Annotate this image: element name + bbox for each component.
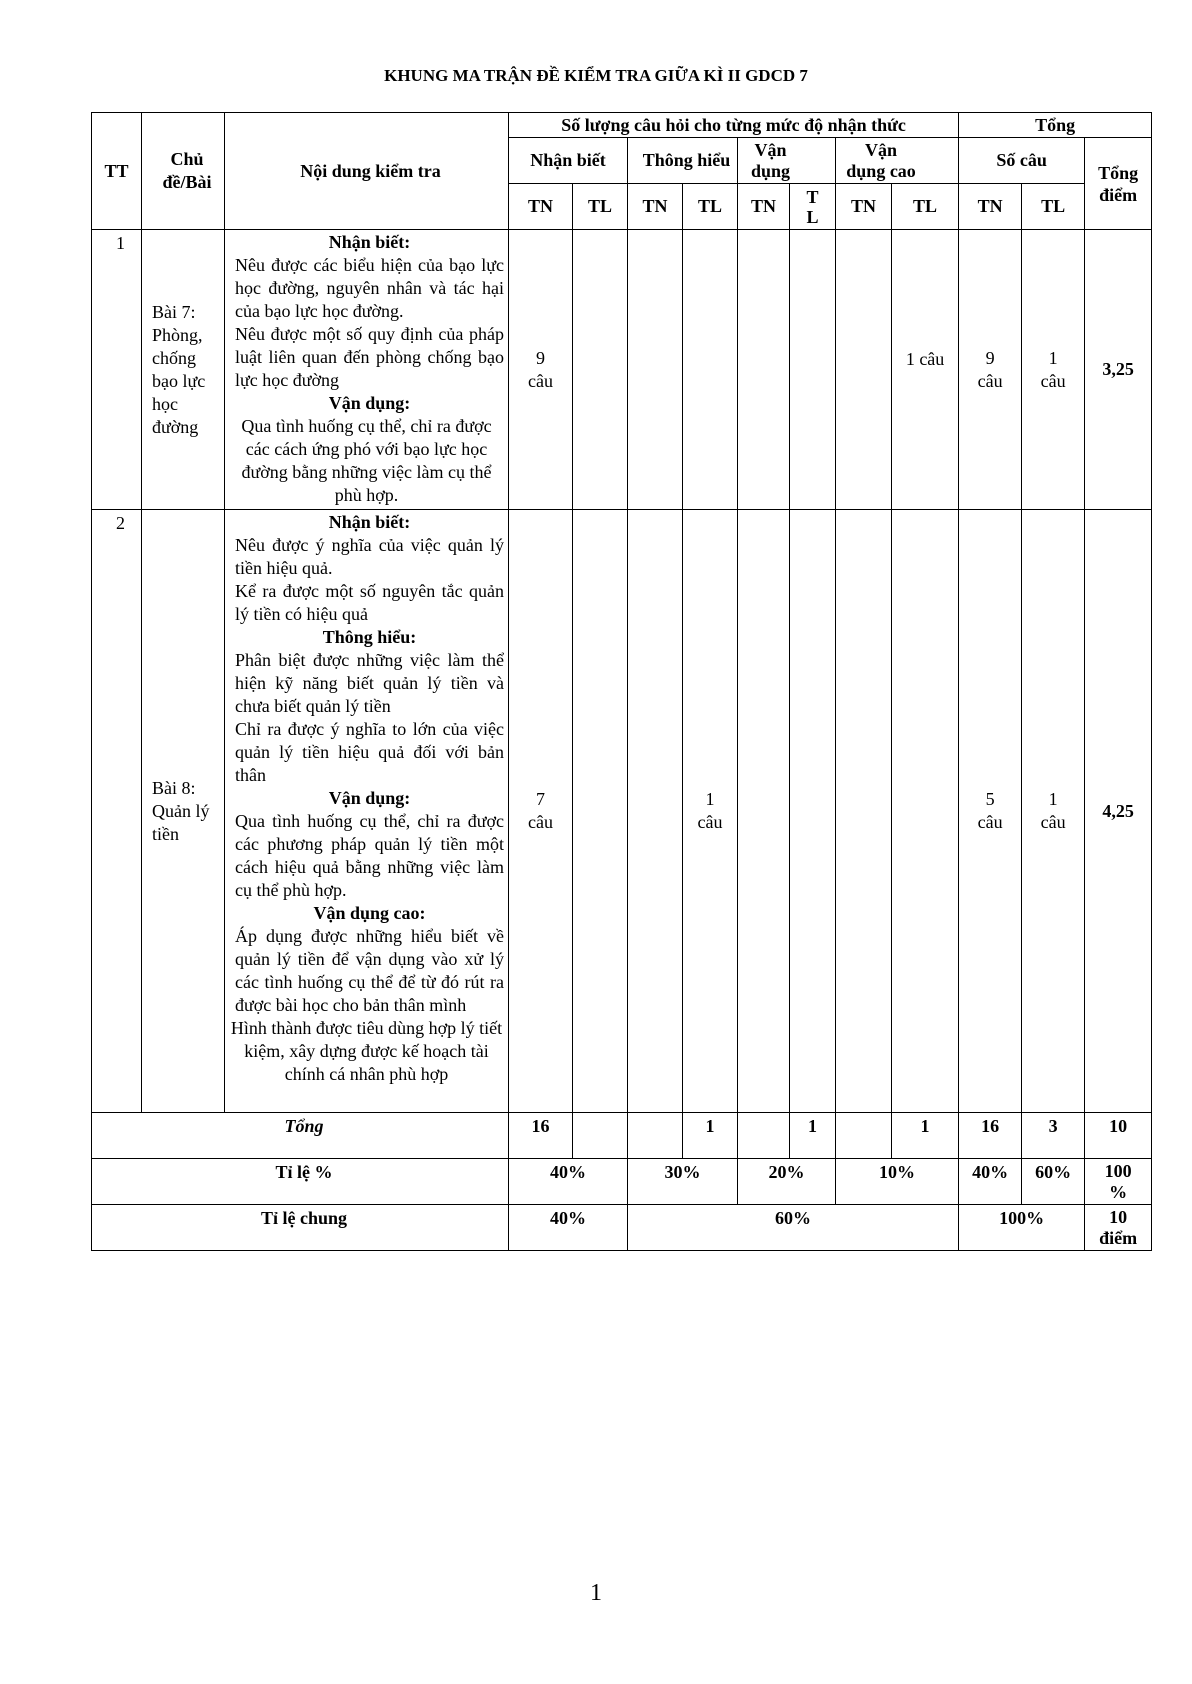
cell-th-tl xyxy=(683,230,738,510)
ratio-row xyxy=(92,1159,1152,1205)
total-vdc-tl: 1 xyxy=(892,1113,959,1159)
content-text: Nêu được ý nghĩa của việc quản lý tiền hiệu quả. xyxy=(235,535,504,578)
ratio-sum-tn: 40% xyxy=(959,1159,1022,1205)
content-heading: Vận dụng cao: xyxy=(313,903,426,923)
cell-sum-tn: 5 câu xyxy=(959,510,1022,1113)
cell-score: 3,25 xyxy=(1085,230,1152,510)
header-thong-hieu: Thông hiểu xyxy=(628,138,738,184)
header-van-dung-cao: Vận dụng cao xyxy=(836,138,959,184)
cell-vdc-tn xyxy=(836,230,892,510)
cell-vd-tl xyxy=(790,230,836,510)
cell-vd-tn xyxy=(738,510,790,1113)
ratio-th: 30% xyxy=(628,1159,738,1205)
content-text: Chỉ ra được ý nghĩa to lớn của việc quản lý tiền hiệu quả đối với bản thân xyxy=(235,719,504,785)
header-tt: TT xyxy=(92,113,142,230)
cell-nb-tn: 9 câu xyxy=(509,230,573,510)
total-label: Tổng xyxy=(92,1113,509,1159)
general-sum: 100% xyxy=(959,1205,1085,1251)
ratio-sum-tl: 60% xyxy=(1022,1159,1085,1205)
row-tt: 1 xyxy=(92,230,142,510)
row-tt: 2 xyxy=(92,510,142,1113)
header-vdc-tn: TN xyxy=(836,184,892,230)
cell-sum-tl: 1 câu xyxy=(1022,230,1085,510)
cell-nb-tl xyxy=(573,510,628,1113)
content-text: Hình thành được tiêu dùng hợp lý tiết kiệm, xây dựng được kế hoạch tài chính cá nhân phù hợp xyxy=(230,1018,503,1084)
content-heading: Vận dụng: xyxy=(328,788,411,808)
cell-vdc-tn xyxy=(836,510,892,1113)
header-total-group: Tổng xyxy=(959,113,1152,138)
ratio-nb: 40% xyxy=(509,1159,628,1205)
total-nb-tn: 16 xyxy=(509,1113,573,1159)
cell-nb-tn: 7 câu xyxy=(509,510,573,1113)
total-vd-tn xyxy=(738,1113,790,1159)
cell-nb-tl xyxy=(573,230,628,510)
row-content xyxy=(225,510,509,1113)
header-th-tn: TN xyxy=(628,184,683,230)
cell-vd-tl xyxy=(790,510,836,1113)
table-row xyxy=(92,230,1152,510)
header-levels-group: Số lượng câu hỏi cho từng mức độ nhận thức xyxy=(509,113,959,138)
cell-th-tn xyxy=(628,510,683,1113)
total-vd-tl: 1 xyxy=(790,1113,836,1159)
content-heading: Nhận biết: xyxy=(328,232,411,252)
total-th-tn xyxy=(628,1113,683,1159)
total-sum-tn: 16 xyxy=(959,1113,1022,1159)
cell-th-tn xyxy=(628,230,683,510)
row-topic: Bài 7: Phòng, chống bạo lực học đường xyxy=(142,230,225,510)
header-th-tl: TL xyxy=(683,184,738,230)
total-nb-tl xyxy=(573,1113,628,1159)
header-content: Nội dung kiểm tra xyxy=(225,113,509,230)
cell-score: 4,25 xyxy=(1085,510,1152,1113)
header-vd-tn: TN xyxy=(738,184,790,230)
content-heading: Vận dụng: xyxy=(328,393,411,413)
total-sum-tl: 3 xyxy=(1022,1113,1085,1159)
content-text: Áp dụng được những hiểu biết về quản lý tiền để vận dụng vào xử lý các tình huống cụ thể để từ đó rút ra được bài học cho bản thân mình xyxy=(235,926,504,1015)
cell-vd-tn xyxy=(738,230,790,510)
cell-sum-tn: 9 câu xyxy=(959,230,1022,510)
content-text: Qua tình huống cụ thể, chỉ ra được các phương pháp quản lý tiền một cách hiệu quả bằng những việc làm cụ thể phù hợp. xyxy=(235,811,504,900)
header-sum-tn: TN xyxy=(959,184,1022,230)
ratio-label: Tỉ lệ % xyxy=(92,1159,509,1205)
content-text: Phân biệt được những việc làm thể hiện kỹ năng biết quản lý tiền và chưa biết quản lý tiền xyxy=(235,650,504,716)
header-row-1 xyxy=(92,113,1152,138)
header-so-cau: Số câu xyxy=(959,138,1085,184)
document-title: KHUNG MA TRẬN ĐỀ KIỂM TRA GIỮA KÌ II GDCD 7 xyxy=(384,66,808,85)
header-vdc-tl: TL xyxy=(892,184,959,230)
page-number: 1 xyxy=(590,1580,602,1606)
header-vd-tl: TL xyxy=(790,184,836,230)
general-ratio-row xyxy=(92,1205,1152,1251)
content-text: Nêu được một số quy định của pháp luật liên quan đến phòng chống bạo lực học đường xyxy=(235,324,504,390)
header-nb-tl: TL xyxy=(573,184,628,230)
cell-th-tl: 1 câu xyxy=(683,510,738,1113)
total-th-tl: 1 xyxy=(683,1113,738,1159)
content-text: Qua tình huống cụ thể, chỉ ra được các cách ứng phó với bạo lực học đường bằng những việc làm cụ thể phù hợp. xyxy=(241,416,492,505)
row-content xyxy=(225,230,509,510)
cell-vdc-tl: 1 câu xyxy=(892,230,959,510)
cell-sum-tl: 1 câu xyxy=(1022,510,1085,1113)
general-label: Tỉ lệ chung xyxy=(92,1205,509,1251)
ratio-vdc: 10% xyxy=(836,1159,959,1205)
cell-vdc-tl xyxy=(892,510,959,1113)
general-rest: 60% xyxy=(628,1205,959,1251)
content-text: Kể ra được một số nguyên tắc quản lý tiền có hiệu quả xyxy=(235,581,504,624)
total-row xyxy=(92,1113,1152,1159)
total-score: 10 xyxy=(1085,1113,1152,1159)
header-nhan-biet: Nhận biết xyxy=(509,138,628,184)
ratio-vd: 20% xyxy=(738,1159,836,1205)
header-van-dung: Vận dụng xyxy=(738,138,836,184)
content-heading: Thông hiểu: xyxy=(322,627,417,647)
content-text: Nêu được các biểu hiện của bạo lực học đường, nguyên nhân và tác hại của bạo lực học đường. xyxy=(235,255,504,321)
total-vdc-tn xyxy=(836,1113,892,1159)
header-nb-tn: TN xyxy=(509,184,573,230)
table-row xyxy=(92,510,1152,1113)
general-nb: 40% xyxy=(509,1205,628,1251)
header-topic: Chủ đề/Bài xyxy=(142,113,225,230)
general-score: 10 điểm xyxy=(1085,1205,1152,1251)
header-tong-diem: Tổng điểm xyxy=(1085,138,1152,230)
content-heading: Nhận biết: xyxy=(328,512,411,532)
row-topic: Bài 8: Quản lý tiền xyxy=(142,510,225,1113)
ratio-score: 100 % xyxy=(1085,1159,1152,1205)
exam-matrix-table xyxy=(91,112,1152,1251)
header-sum-tl: TL xyxy=(1022,184,1085,230)
